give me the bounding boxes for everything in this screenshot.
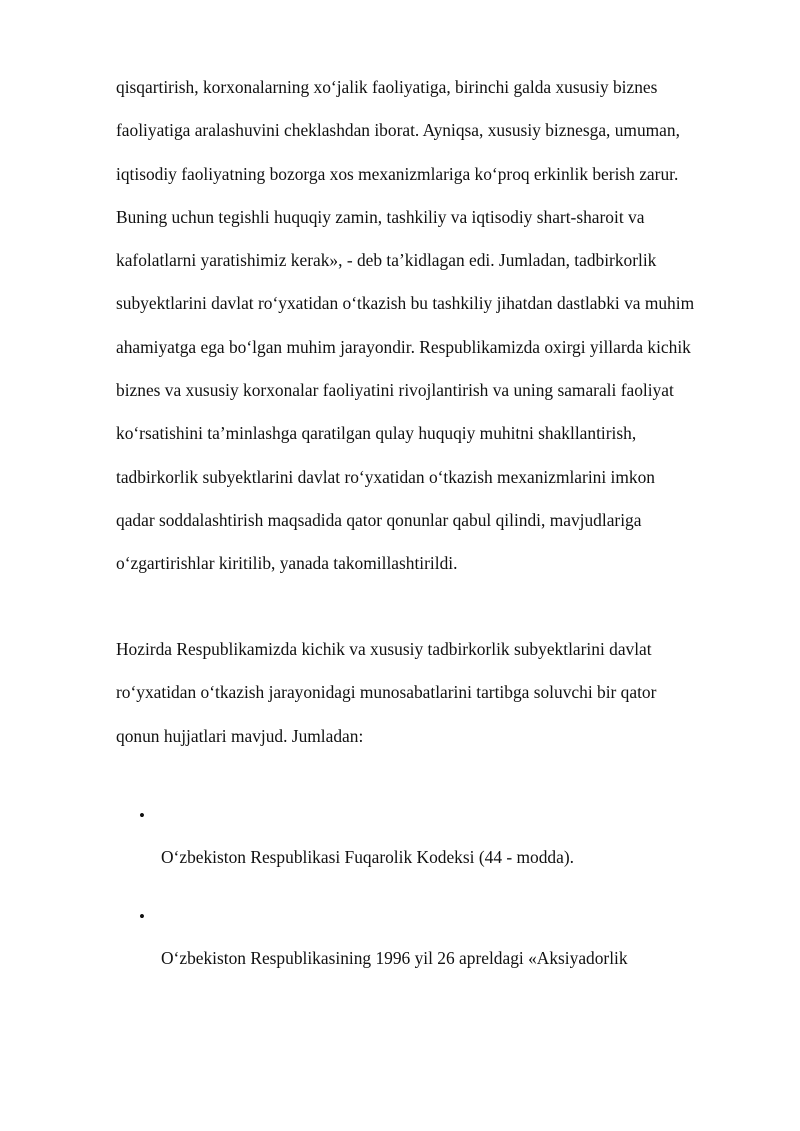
list-item: O‘zbekiston Respublikasi Fuqarolik Kodeksi (44 - modda). [161, 847, 574, 867]
text-line: subyektlarini davlat ro‘yxatidan o‘tkazish bu tashkiliy jihatdan dastlabki va muhim [116, 293, 695, 314]
paragraph-1 [116, 66, 756, 586]
text-line: o‘zgartirishlar kiritilib, yanada takomillashtirildi. [116, 553, 458, 574]
list-item: O‘zbekiston Respublikasining 1996 yil 26 apreldagi «Aksiyadorlik [161, 948, 628, 968]
text-line: ahamiyatga ega bo‘lgan muhim jarayondir. Respublikamizda oxirgi yillarda kichik [116, 336, 691, 357]
paragraph-2 [116, 628, 756, 758]
text-line: qadar soddalashtirish maqsadida qator qonunlar qabul qilindi, mavjudlariga [116, 509, 642, 530]
text-line: tadbirkorlik subyektlarini davlat ro‘yxatidan o‘tkazish mexanizmlarini imkon [116, 466, 655, 487]
text-line: biznes va xususiy korxonalar faoliyatini rivojlantirish va uning samarali faoliyat [116, 380, 674, 401]
text-line: faoliyatiga aralashuvini cheklashdan iborat. Ayniqsa, xususiy biznesga, umuman, [116, 120, 680, 141]
text-line: ro‘yxatidan o‘tkazish jarayonidagi munosabatlarini tartibga soluvchi bir qator [116, 682, 657, 703]
text-line: qonun hujjatlari mavjud. Jumladan: [116, 725, 364, 746]
bullet-icon: • [139, 806, 145, 825]
text-line: Hozirda Respublikamizda kichik va xususiy tadbirkorlik subyektlarini davlat [116, 639, 652, 659]
text-line: qisqartirish, korxonalarning xo‘jalik faoliyatiga, birinchi galda xususiy biznes [116, 77, 658, 97]
text-line: Buning uchun tegishli huquqiy zamin, tashkiliy va iqtisodiy shart-sharoit va [116, 206, 645, 227]
text-line: ko‘rsatishini ta’minlashga qaratilgan qulay huquqiy muhitni shakllantirish, [116, 423, 637, 444]
text-line: kafolatlarni yaratishimiz kerak», - deb ta’kidlagan edi. Jumladan, tadbirkorlik [116, 250, 657, 271]
text-line: iqtisodiy faoliyatning bozorga xos mexanizmlariga ko‘proq erkinlik berish zarur. [116, 163, 679, 184]
bullet-icon: • [139, 907, 145, 926]
